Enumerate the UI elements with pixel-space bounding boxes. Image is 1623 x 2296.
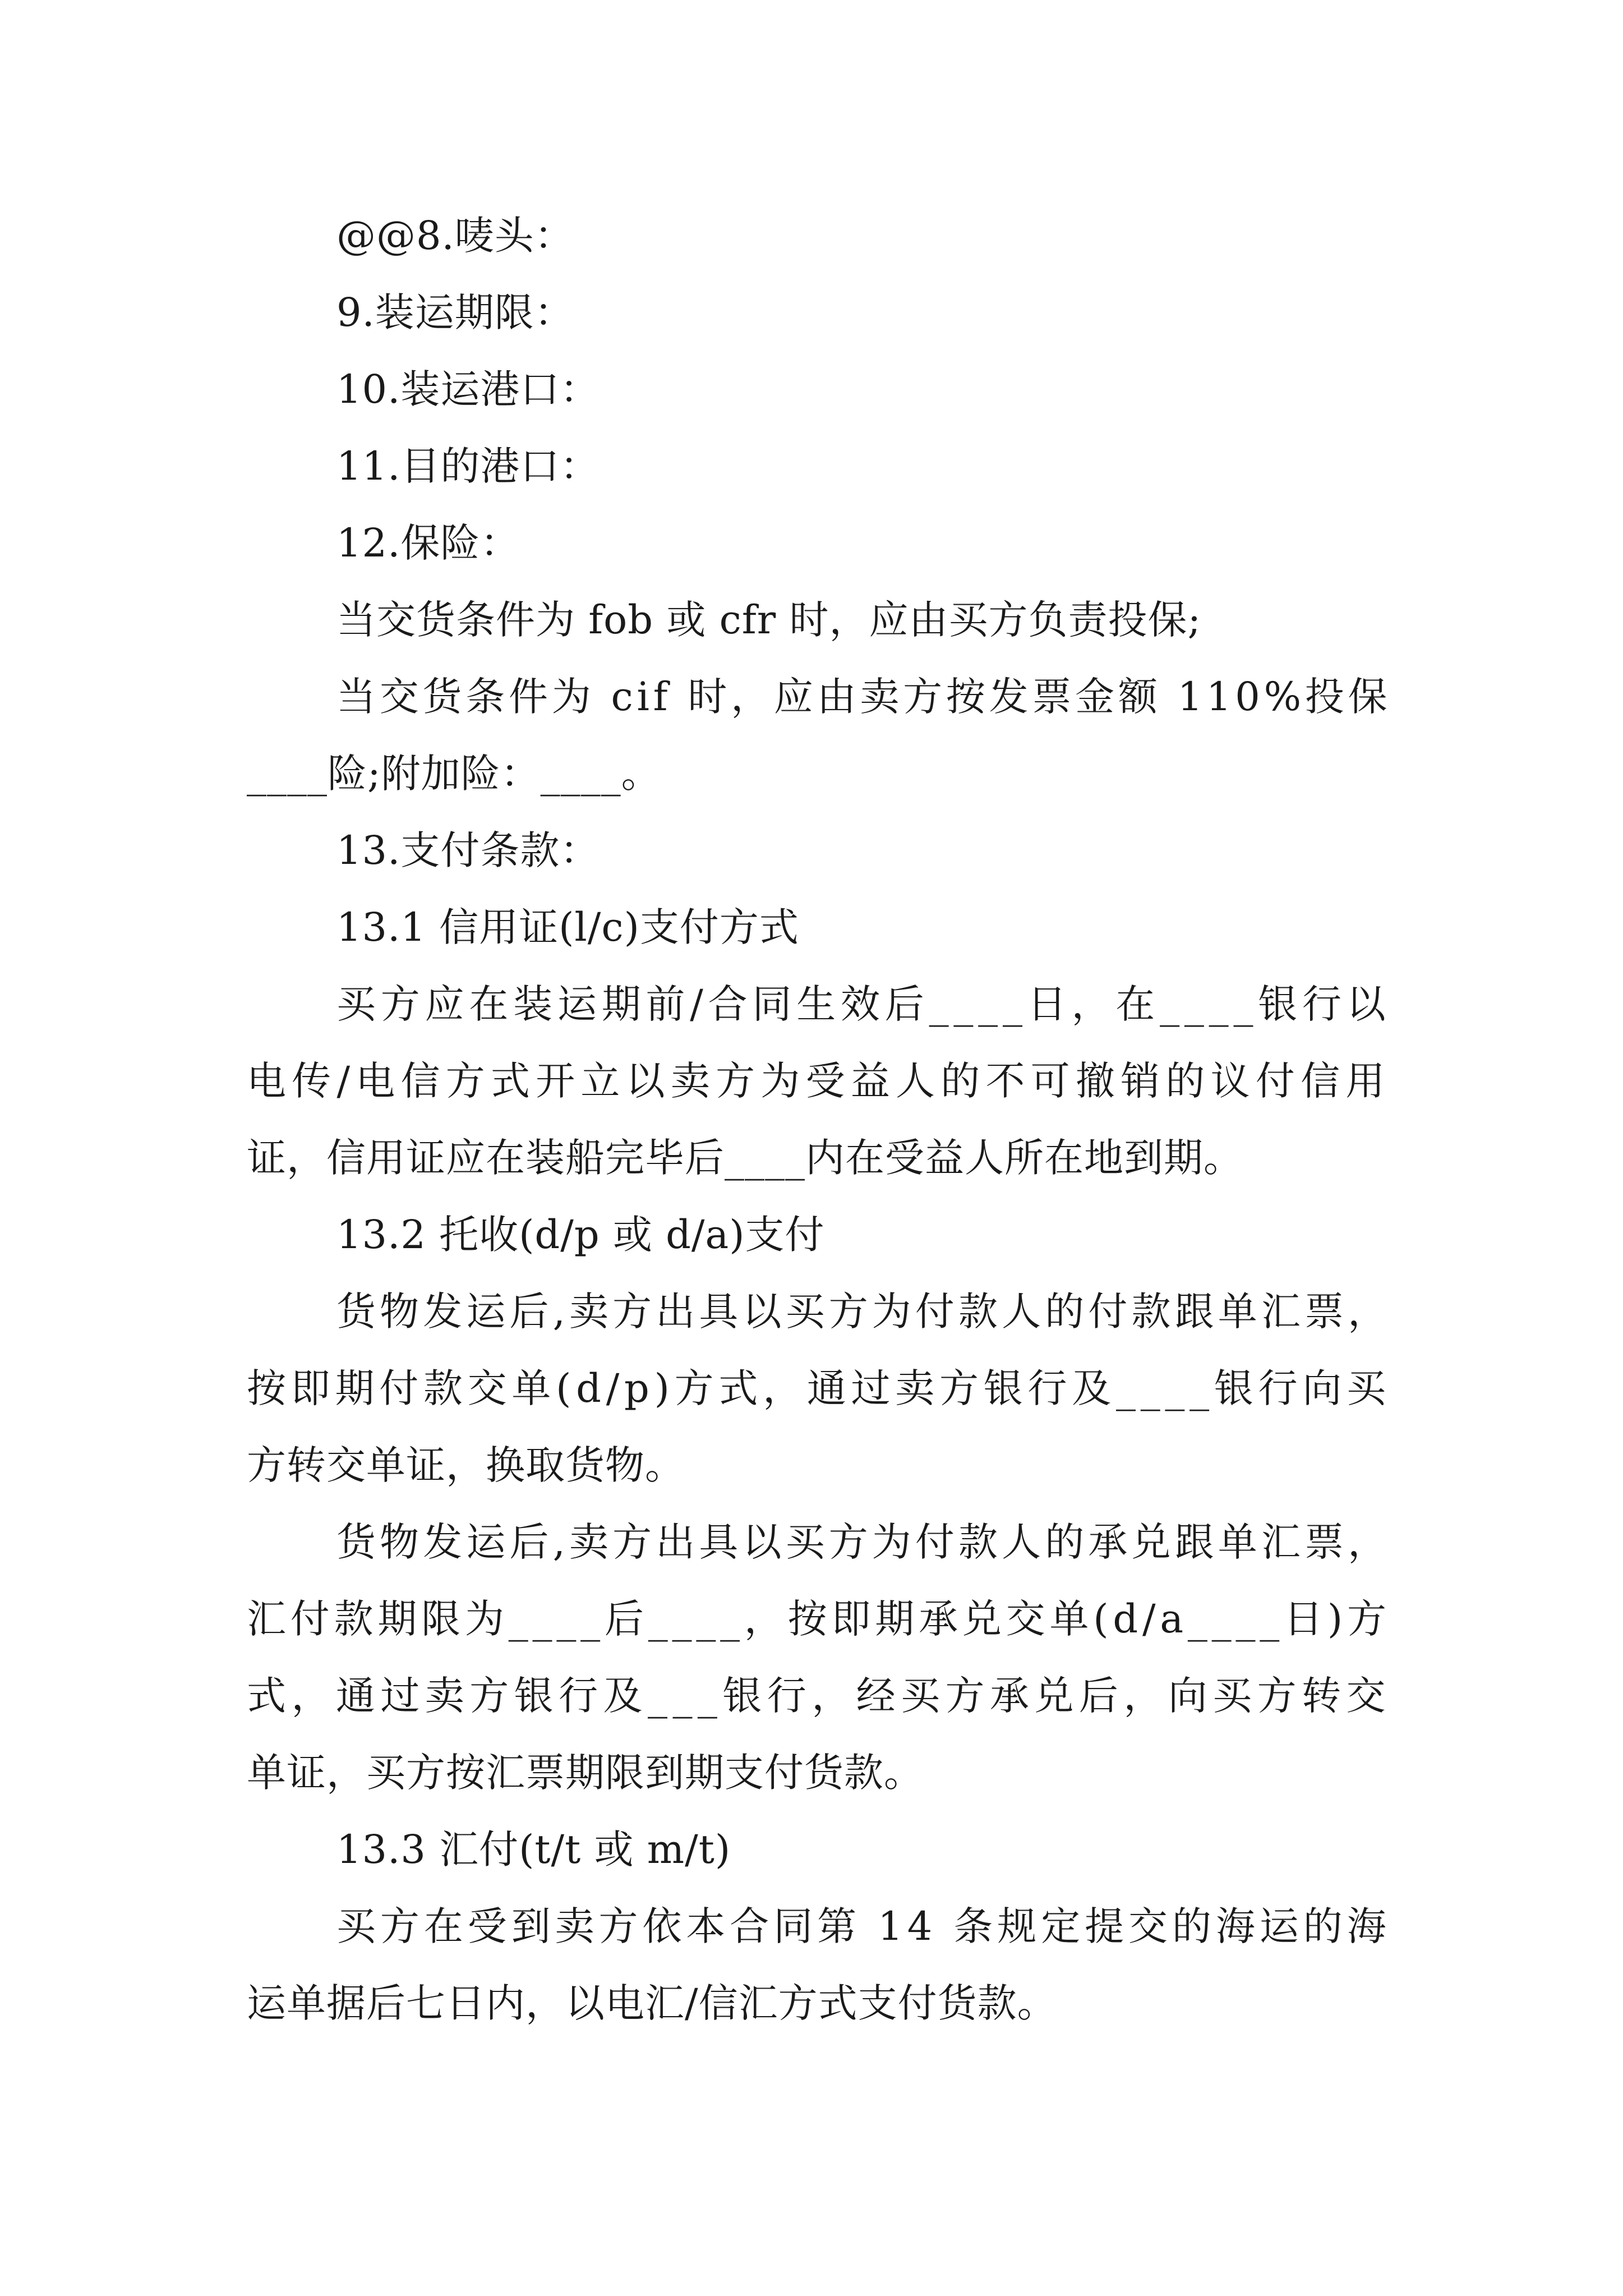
dp-paragraph-line-3: 方转交单证，换取货物。: [247, 1442, 685, 1488]
lc-paragraph-line-2: 电传/电信方式开立以卖方为受益人的不可撤销的议付信用: [247, 1058, 1391, 1104]
clause-8-shipping-marks: @@8.唛头：: [336, 213, 574, 259]
clause-12-insurance: 12.保险：: [336, 520, 520, 566]
clause-11-port-of-destination: 11.目的港口：: [336, 443, 600, 489]
clause-9-shipment-period: 9.装运期限：: [336, 289, 574, 335]
da-paragraph-line-1: 货物发运后,卖方出具以买方为付款人的承兑跟单汇票，: [336, 1519, 1391, 1565]
lc-paragraph-line-1: 买方应在装运期前/合同生效后____日，在____银行以: [336, 981, 1391, 1027]
da-paragraph-line-2: 汇付款期限为____后____，按即期承兑交单(d/a____日)方: [247, 1596, 1391, 1642]
clause-13-1-letter-of-credit: 13.1 信用证(l/c)支付方式: [336, 904, 799, 950]
insurance-cif-text: 当交货条件为 cif 时，应由卖方按发票金额 110%投保: [336, 674, 1391, 720]
dp-paragraph-line-1: 货物发运后,卖方出具以买方为付款人的付款跟单汇票，: [336, 1289, 1391, 1335]
clause-13-2-collection: 13.2 托收(d/p 或 d/a)支付: [336, 1212, 825, 1258]
dp-paragraph-line-2: 按即期付款交单(d/p)方式，通过卖方银行及____银行向买: [247, 1365, 1391, 1411]
da-paragraph-line-3: 式，通过卖方银行及___银行，经买方承兑后，向买方转交: [247, 1673, 1391, 1719]
insurance-fob-cfr-text: 当交货条件为 fob 或 cfr 时，应由买方负责投保;: [336, 597, 1202, 643]
remittance-paragraph-line-2: 运单据后七日内，以电汇/信汇方式支付货款。: [247, 1980, 1057, 2026]
clause-10-port-of-loading: 10.装运港口：: [336, 366, 600, 412]
insurance-additional-text: ____险;附加险：____。: [247, 751, 661, 797]
da-paragraph-line-4: 单证，买方按汇票期限到期支付货款。: [247, 1750, 924, 1796]
remittance-paragraph-line-1: 买方在受到卖方依本合同第 14 条规定提交的海运的海: [336, 1903, 1391, 1949]
clause-13-3-remittance: 13.3 汇付(t/t 或 m/t): [336, 1826, 731, 1872]
clause-13-payment-terms: 13.支付条款：: [336, 827, 600, 873]
lc-paragraph-line-3: 证，信用证应在装船完毕后____内在受益人所在地到期。: [247, 1135, 1243, 1181]
